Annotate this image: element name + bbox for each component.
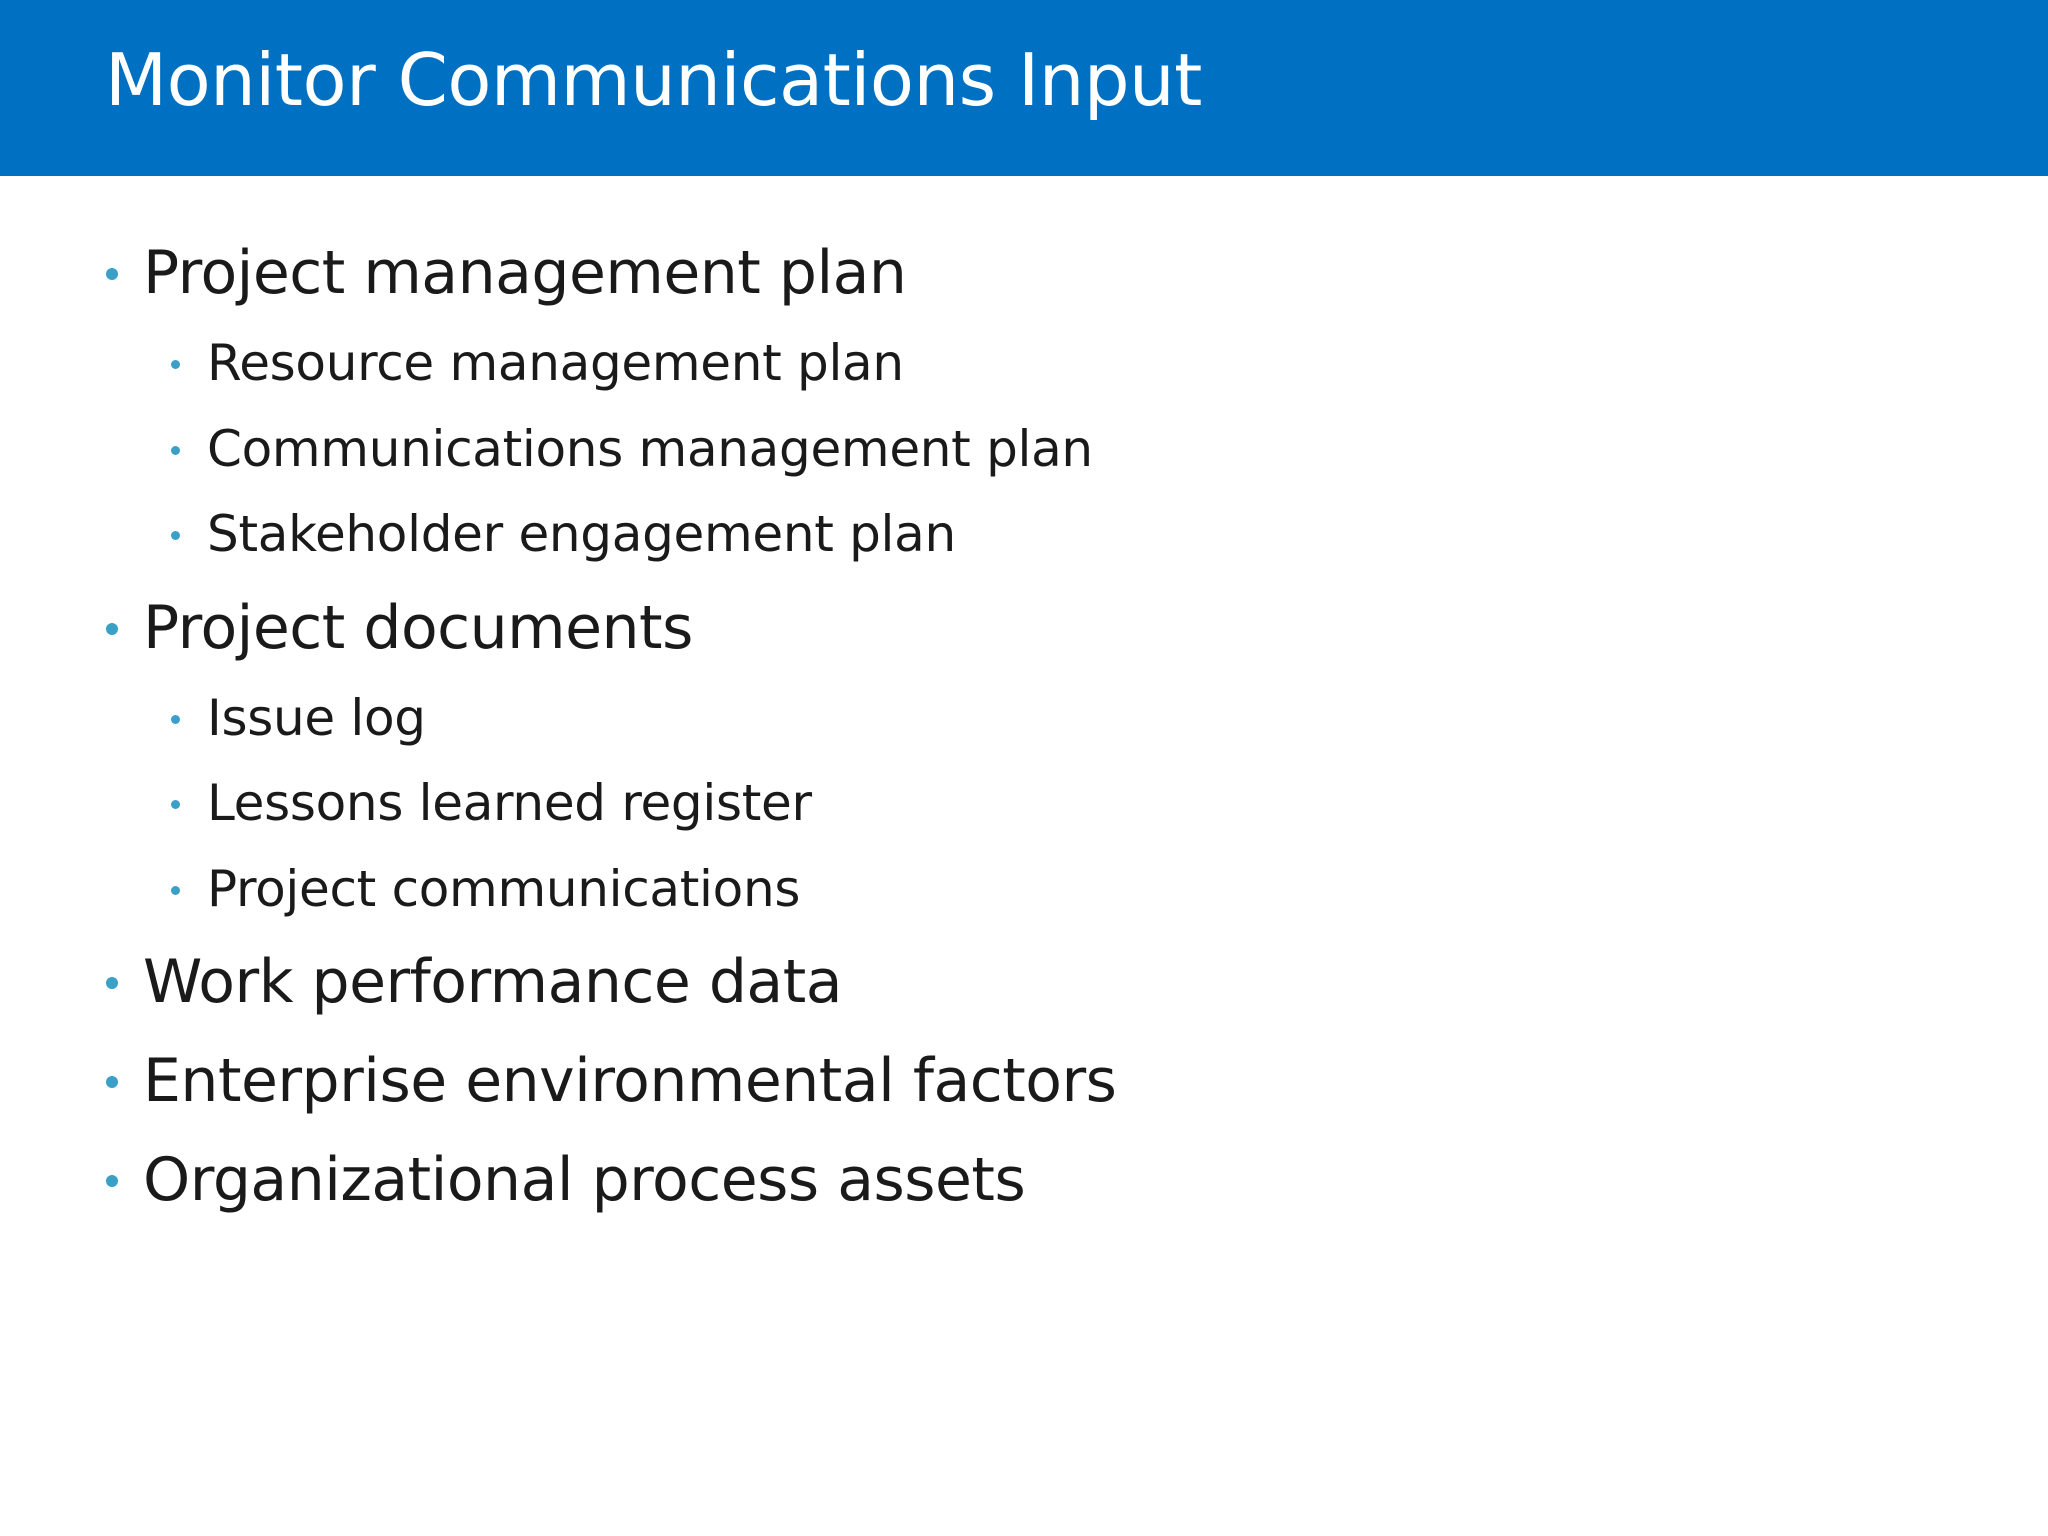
bullet-dot-icon [106,1175,118,1187]
bullet-text: Enterprise environmental factors [143,1046,1117,1116]
bullet-item [143,1041,1116,1121]
bullet-text: Project management plan [143,238,907,308]
sub-bullet-text: Resource management plan [207,334,904,392]
bullet-dot-icon [106,1076,118,1088]
bullet-text: Organizational process assets [143,1145,1026,1215]
sub-bullet-item [207,854,800,924]
bullet-dot-icon [171,800,180,809]
sub-bullet-item [207,414,1093,484]
bullet-item [143,942,842,1022]
bullet-dot-icon [171,360,180,369]
bullet-dot-icon [171,531,180,540]
bullet-dot-icon [106,977,118,989]
bullet-text: Work performance data [143,947,842,1017]
bullet-dot-icon [106,268,118,280]
sub-bullet-text: Lessons learned register [207,774,812,832]
sub-bullet-item [207,328,904,398]
bullet-item [143,233,906,313]
sub-bullet-text: Issue log [207,689,426,747]
sub-bullet-item [207,683,426,753]
bullet-text: Project documents [143,593,693,663]
sub-bullet-item [207,768,812,838]
sub-bullet-text: Stakeholder engagement plan [207,505,956,563]
slide-title: Monitor Communications Input [105,38,1202,122]
sub-bullet-item [207,499,956,569]
sub-bullet-text: Communications management plan [207,420,1093,478]
bullet-dot-icon [171,446,180,455]
bullet-item [143,588,693,668]
bullet-dot-icon [171,886,180,895]
sub-bullet-text: Project communications [207,860,801,918]
bullet-dot-icon [171,715,180,724]
bullet-item [143,1140,1025,1220]
bullet-dot-icon [106,623,118,635]
